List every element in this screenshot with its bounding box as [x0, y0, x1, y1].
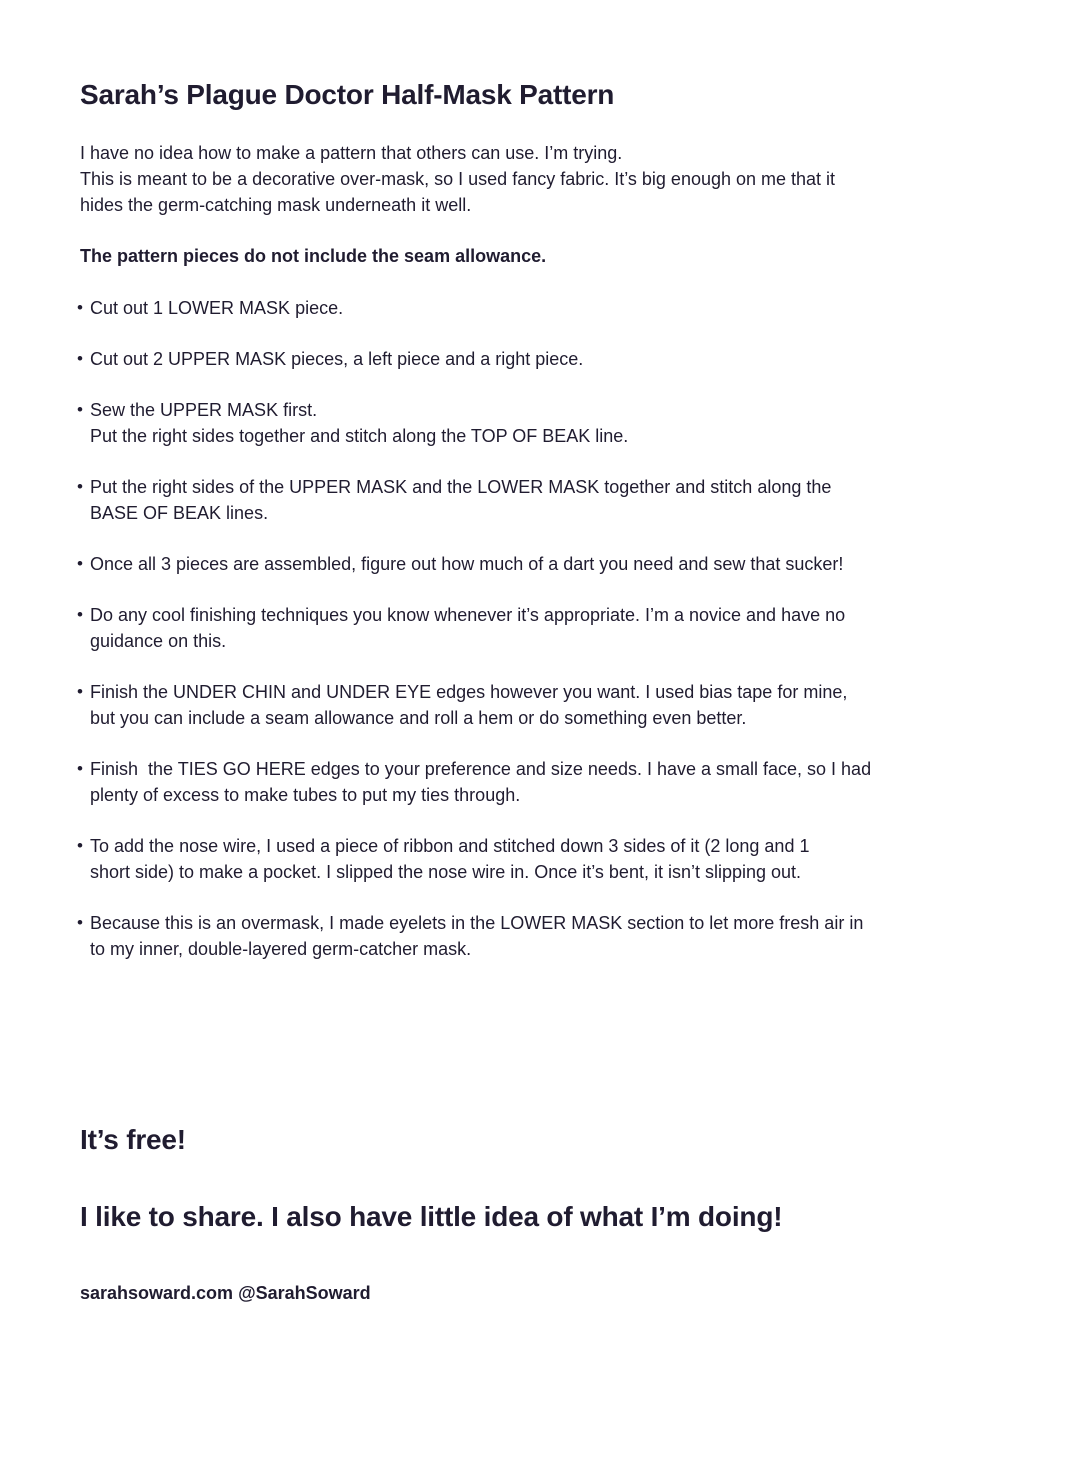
share-heading: I like to share. I also have little idea of what I’m doing! — [80, 1201, 783, 1232]
text-line: BASE OF BEAK lines. — [90, 503, 269, 523]
text-line: Sew the UPPER MASK first. — [90, 400, 318, 420]
bullet-icon: • — [77, 913, 83, 932]
text-line: short side) to make a pocket. I slipped the nose wire in. Once it’s bent, it isn’t slipping out. — [90, 862, 802, 882]
seam-allowance-note: The pattern pieces do not include the seam allowance. — [80, 246, 547, 266]
text-line: hides the germ-catching mask underneath it well. — [80, 195, 472, 215]
list-item — [77, 679, 1020, 731]
bullet-text — [90, 346, 1020, 372]
text-line: Cut out 1 LOWER MASK piece. — [90, 298, 344, 318]
intro-paragraph — [80, 140, 1020, 218]
list-item — [77, 833, 1020, 885]
text-line: I have no idea how to make a pattern that others can use. I’m trying. — [80, 143, 623, 163]
text-line: Put the right sides together and stitch along the TOP OF BEAK line. — [90, 426, 629, 446]
text-line: to my inner, double-layered germ-catcher mask. — [90, 939, 472, 959]
bullet-icon: • — [77, 836, 83, 855]
text-line: Finish the UNDER CHIN and UNDER EYE edges however you want. I used bias tape for mine, — [90, 682, 848, 702]
list-item — [77, 474, 1020, 526]
bullet-icon: • — [77, 400, 83, 419]
bullet-icon: • — [77, 759, 83, 778]
bullet-text — [90, 397, 1020, 449]
list-item — [77, 910, 1020, 962]
instructions-list — [77, 295, 1020, 962]
list-item — [77, 295, 1020, 321]
bullet-icon: • — [77, 682, 83, 701]
text-line: guidance on this. — [90, 631, 227, 651]
bullet-text — [90, 756, 1020, 808]
bullet-icon: • — [77, 349, 83, 368]
text-line: Cut out 2 UPPER MASK pieces, a left piece and a right piece. — [90, 349, 584, 369]
text-line: but you can include a seam allowance and roll a hem or do something even better. — [90, 708, 747, 728]
page-title: Sarah’s Plague Doctor Half-Mask Pattern — [80, 79, 615, 110]
list-item — [77, 551, 1020, 577]
list-item — [77, 756, 1020, 808]
text-line: Because this is an overmask, I made eyelets in the LOWER MASK section to let more fresh air in — [90, 913, 864, 933]
bullet-icon: • — [77, 554, 83, 573]
bullet-text — [90, 551, 1020, 577]
document-page — [0, 78, 1080, 1476]
bullet-text — [90, 910, 1020, 962]
list-item — [77, 397, 1020, 449]
text-line: This is meant to be a decorative over-mask, so I used fancy fabric. It’s big enough on me that it — [80, 169, 836, 189]
list-item — [77, 346, 1020, 372]
bullet-text — [90, 602, 1020, 654]
bullet-icon: • — [77, 477, 83, 496]
bullet-icon: • — [77, 605, 83, 624]
text-line: To add the nose wire, I used a piece of ribbon and stitched down 3 sides of it (2 long and 1 — [90, 836, 810, 856]
text-line: Finish the TIES GO HERE edges to your preference and size needs. I have a small face, so I had — [90, 759, 872, 779]
footer-credit: sarahsoward.com @SarahSoward — [80, 1283, 371, 1303]
bullet-text — [90, 679, 1020, 731]
bullet-text — [90, 295, 1020, 321]
free-heading: It’s free! — [80, 1124, 186, 1155]
bullet-icon: • — [77, 298, 83, 317]
text-line: Put the right sides of the UPPER MASK and the LOWER MASK together and stitch along the — [90, 477, 832, 497]
bullet-text — [90, 833, 1020, 885]
list-item — [77, 602, 1020, 654]
text-line: plenty of excess to make tubes to put my ties through. — [90, 785, 521, 805]
text-line: Once all 3 pieces are assembled, figure out how much of a dart you need and sew that sucker! — [90, 554, 844, 574]
text-line: Do any cool finishing techniques you know whenever it’s appropriate. I’m a novice and have no — [90, 605, 846, 625]
bullet-text — [90, 474, 1020, 526]
